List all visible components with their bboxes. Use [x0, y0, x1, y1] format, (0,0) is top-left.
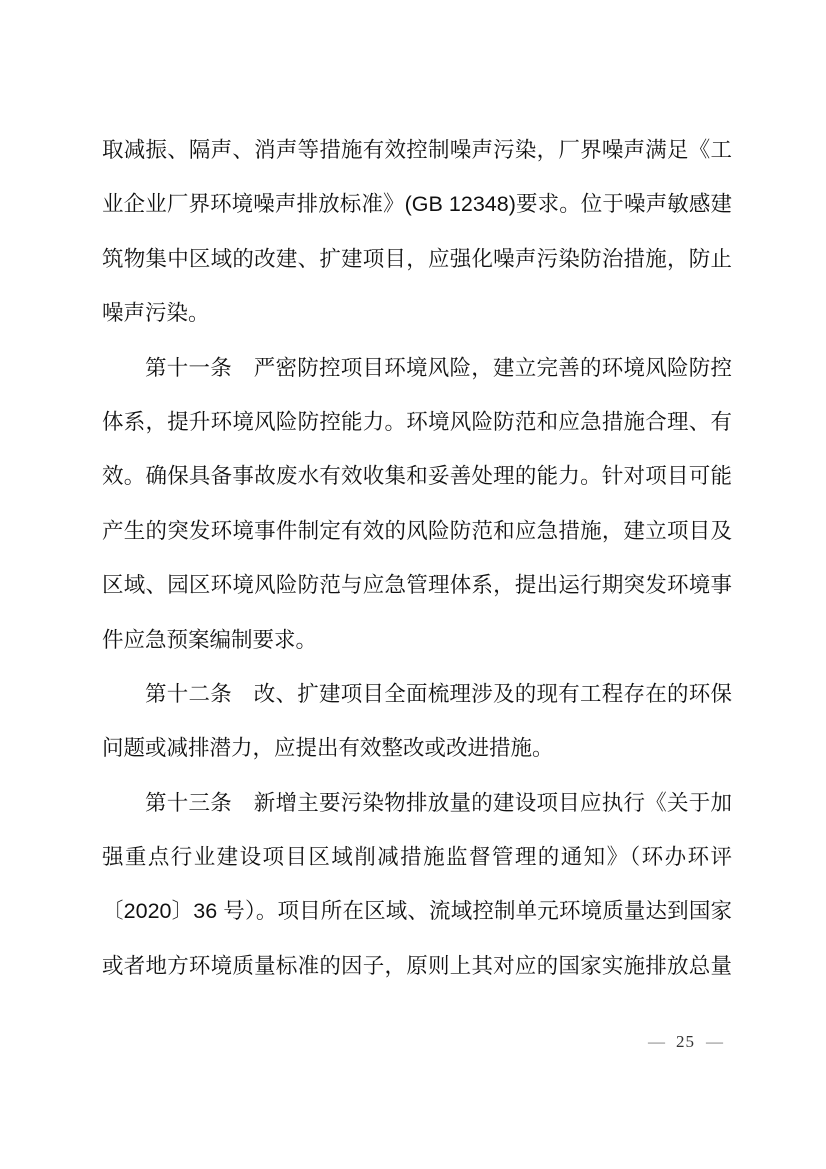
text-line: 筑物集中区域的改建、扩建项目，应强化噪声污染防治措施，防止: [102, 246, 732, 271]
text-line: 产生的突发环境事件制定有效的风险防范和应急措施，建立项目及: [102, 518, 732, 543]
page-number: 25: [676, 1032, 695, 1051]
text-line: 问题或减排潜力，应提出有效整改或改进措施。: [102, 736, 554, 761]
text-line: 第十一条 严密防控项目环境风险，建立完善的环境风险防控: [145, 355, 732, 380]
footer-dash-right: —: [706, 1032, 723, 1051]
text-line: 取减振、隔声、消声等措施有效控制噪声污染，厂界噪声满足《工: [102, 138, 732, 162]
text-line: 第十三条 新增主要污染物排放量的建设项目应执行《关于加: [145, 790, 732, 815]
text-line: 噪声污染。: [102, 301, 210, 326]
page-footer: [648, 1031, 723, 1053]
text-line: 强重点行业建设项目区域削减措施监督管理的通知》（环办环评: [102, 845, 732, 870]
text-line: 体系，提升环境风险防控能力。环境风险防范和应急措施合理、有: [102, 409, 732, 434]
text-line: 第十二条 改、扩建项目全面梳理涉及的现有工程存在的环保: [145, 681, 732, 706]
text-line: 〔2020〕36 号）。项目所在区域、流域控制单元环境质量达到国家: [102, 899, 732, 924]
document-body: [102, 123, 732, 993]
text-line: 效。确保具备事故废水有效收集和妥善处理的能力。针对项目可能: [102, 464, 732, 489]
text-line: 件应急预案编制要求。: [102, 627, 318, 652]
text-line: 或者地方环境质量标准的因子，原则上其对应的国家实施排放总量: [102, 953, 732, 978]
footer-dash-left: —: [648, 1032, 665, 1051]
text-line: 业企业厂界环境噪声排放标准》(GB 12348)要求。位于噪声敏感建: [102, 192, 732, 217]
text-line: 区域、园区环境风险防范与应急管理体系，提出运行期突发环境事: [102, 573, 732, 598]
